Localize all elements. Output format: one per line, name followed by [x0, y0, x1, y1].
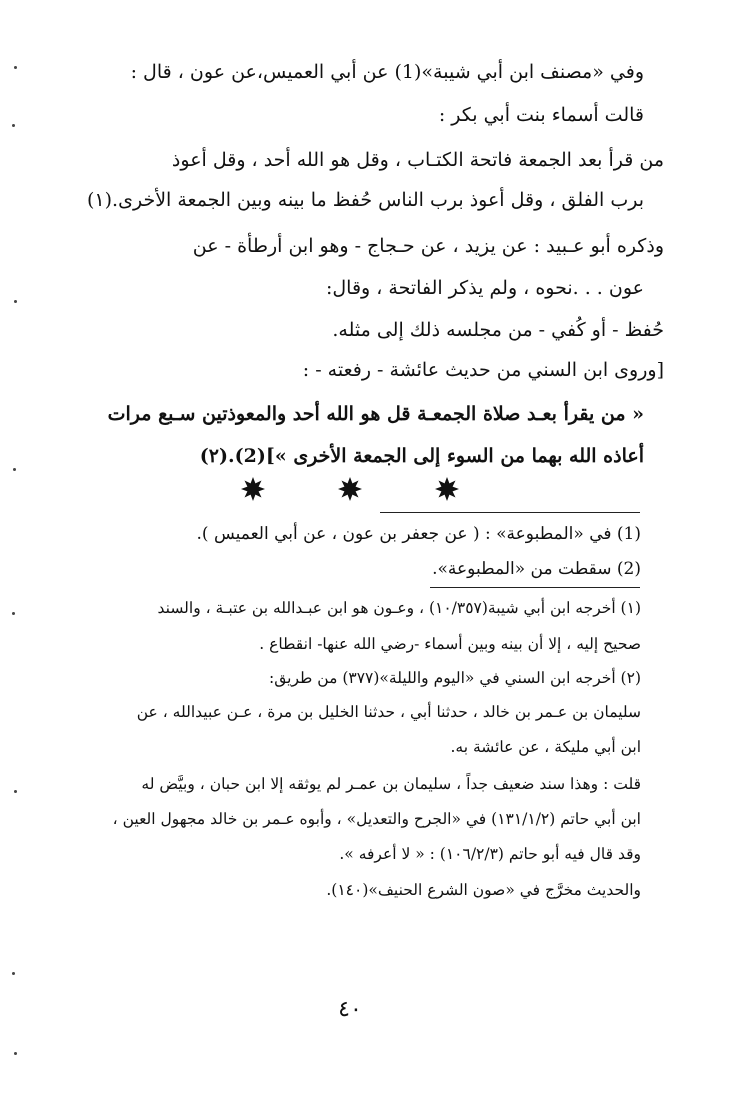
- main-text-line-4: برب الفلق ، وقل أعوذ برب الناس حُفظ ما بينه وبين الجمعة الأخرى.(١): [87, 189, 644, 211]
- hadith-line-1: « من يقرأ بعـد صلاة الجمعـة قل هو الله أحد والمعوذتين سـبع مرات: [107, 403, 644, 425]
- scan-speck: [13, 468, 16, 471]
- section-divider: [240, 476, 460, 502]
- footnote-3-line-3: وقد قال فيه أبو حاتم (١٠٦/٢/٣) : « لا أعرفه ».: [339, 845, 641, 863]
- editor-notes-separator: [380, 512, 640, 513]
- star-divider-icon: [240, 476, 266, 502]
- scan-speck: [12, 612, 15, 615]
- main-text-line-5: وذكره أبو عـبيد : عن يزيد ، عن حـجاج - وهو ابن أرطأة - عن: [192, 235, 664, 257]
- scan-speck: [14, 300, 17, 303]
- footnote-3-line-2: ابن أبي حاتم (١٣١/١/٢) في «الجرح والتعديل» ، وأبوه عـمر بن خالد مجهول العين ،: [112, 810, 641, 828]
- scan-speck: [14, 66, 17, 69]
- scan-speck: [12, 124, 15, 127]
- footnote-2-line-3: ابن أبي مليكة ، عن عائشة به.: [450, 738, 641, 756]
- main-text-line-2: قالت أسماء بنت أبي بكر :: [438, 104, 644, 126]
- main-text-line-8: [وروى ابن السني من حديث عائشة - رفعته - :: [302, 359, 664, 381]
- footnote-2-line-1: (٢) أخرجه ابن السني في «اليوم والليلة»(٣٧٧) من طريق:: [269, 669, 641, 687]
- main-text-line-3: من قرأ بعد الجمعة فاتحة الكتـاب ، وقل هو الله أحد ، وقل أعوذ: [171, 149, 664, 171]
- footnote-1-line-2: صحيح إليه ، إلا أن بينه وبين أسماء -رضي الله عنها- انقطاع .: [259, 635, 641, 653]
- footnotes-separator: [430, 587, 640, 588]
- footnote-3-line-4: والحديث مخرَّج في «صون الشرع الحنيف»(١٤٠).: [326, 881, 641, 899]
- editor-note-2: (2) سقطت من «المطبوعة».: [432, 559, 641, 579]
- scan-speck: [14, 790, 17, 793]
- footnote-2-line-2: سليمان بن عـمر بن خالد ، حدثنا أبي ، حدثنا الخليل بن مرة ، عـن عبيدالله ، عن: [136, 703, 641, 721]
- main-text-line-6: عون . . .نحوه ، ولم يذكر الفاتحة ، وقال:: [325, 277, 644, 299]
- editor-note-1: (1) في «المطبوعة» : ( عن جعفر بن عون ، عن أبي العميس ).: [196, 524, 641, 544]
- page-number: ٤٠: [338, 997, 362, 1022]
- main-text-line-7: حُفظ - أو كُفي - من مجلسه ذلك إلى مثله.: [332, 319, 664, 341]
- hadith-line-2: أعاذه الله بهما من السوء إلى الجمعة الأخرى »](2).(٢): [199, 445, 644, 467]
- star-divider-icon: [337, 476, 363, 502]
- scan-speck: [12, 972, 15, 975]
- footnote-3-line-1: قلت : وهذا سند ضعيف جداً ، سليمان بن عمـر لم يوثقه إلا ابن حبان ، وبيَّض له: [141, 775, 641, 793]
- star-divider-icon: [434, 476, 460, 502]
- scan-speck: [14, 1052, 17, 1055]
- footnote-1-line-1: (١) أخرجه ابن أبي شيبة(١٠/٣٥٧) ، وعـون هو ابن عبـدالله بن عتبـة ، والسند: [157, 599, 641, 617]
- main-text-line-1: وفي «مصنف ابن أبي شيبة»(1) عن أبي العميس،عن عون ، قال :: [130, 61, 644, 83]
